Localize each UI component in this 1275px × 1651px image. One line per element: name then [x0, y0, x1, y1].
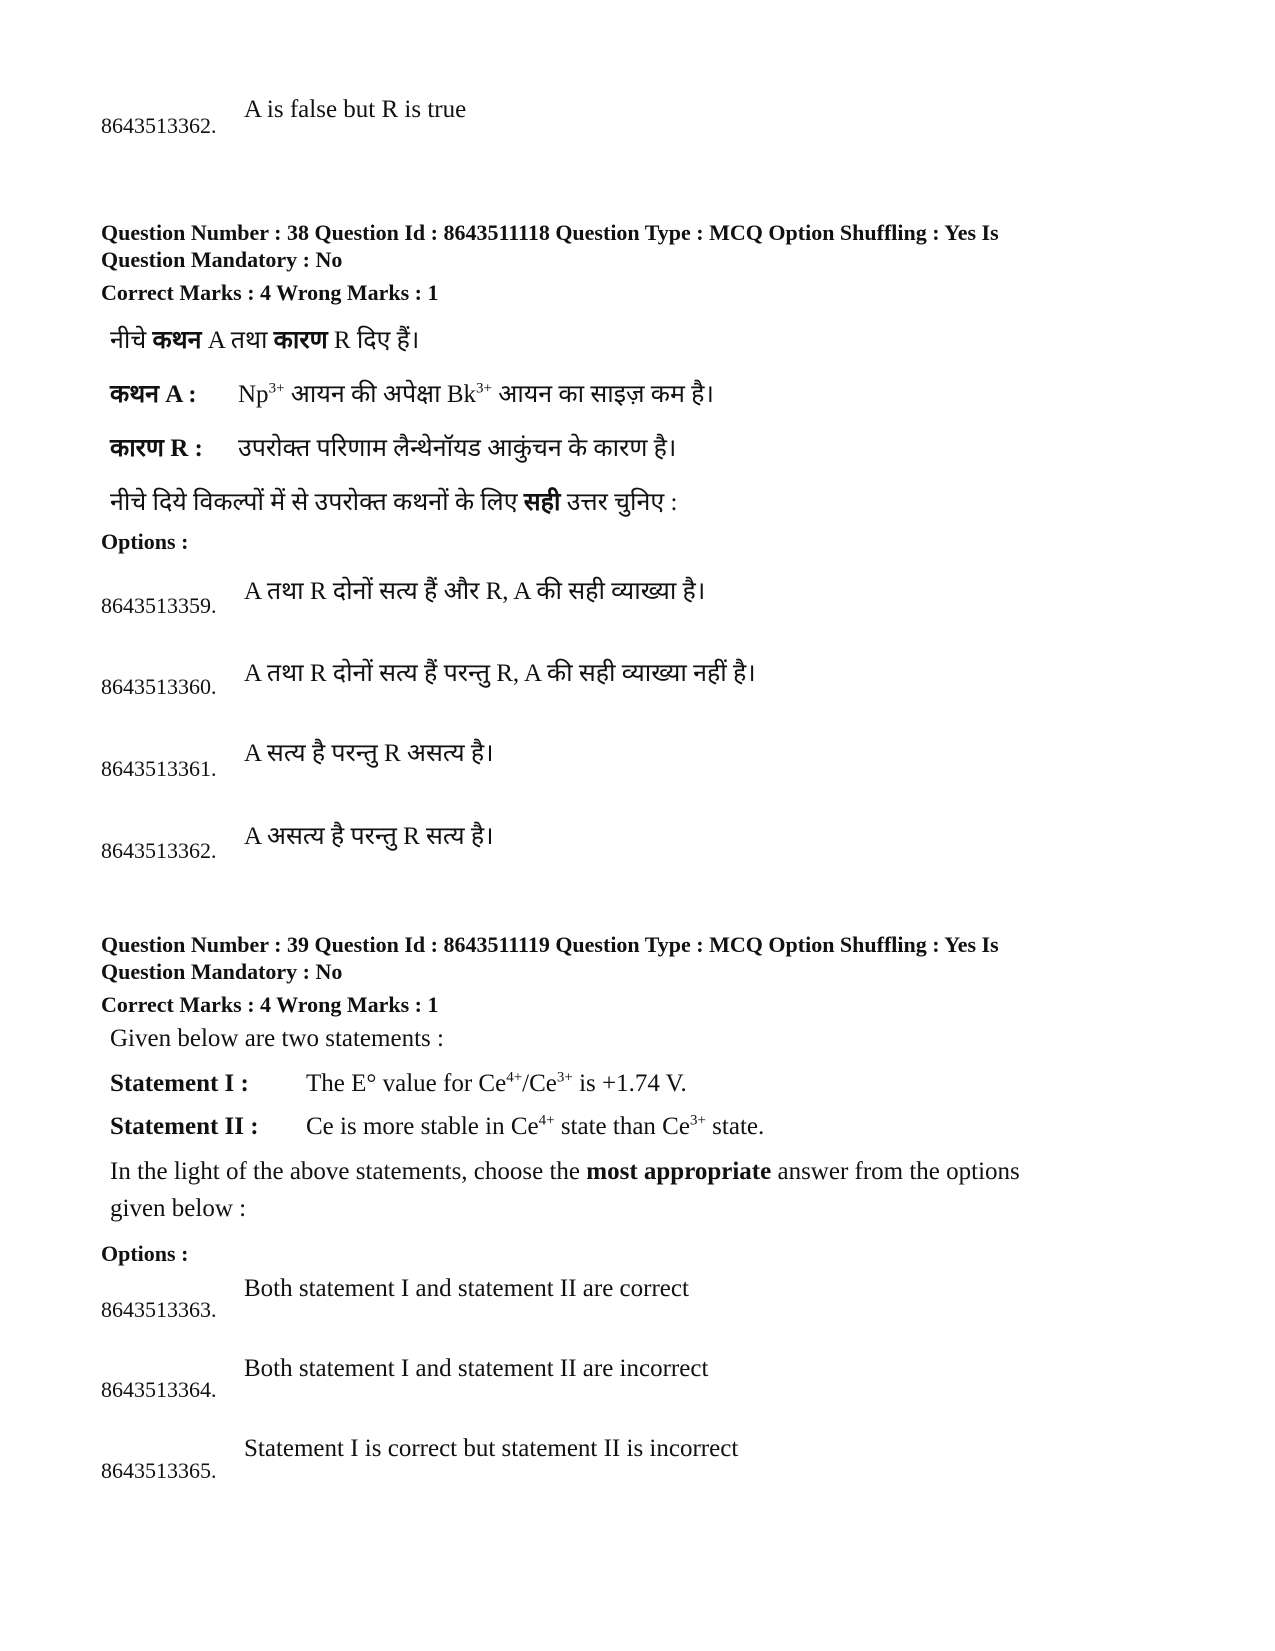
option-id: 8643513360.: [101, 674, 217, 699]
q38-options-label: Options :: [101, 529, 189, 554]
q39-options-label: Options :: [101, 1241, 189, 1266]
option-text: A तथा R दोनों सत्य हैं परन्तु R, A की सही व्याख्या नहीं है।: [244, 660, 756, 687]
reason-label: कारण R :: [110, 435, 203, 462]
q38-instruction: नीचे दिये विकल्पों में से उपरोक्त कथनों के लिए सही उत्तर चुनिए :: [110, 489, 678, 516]
q38-marks: Correct Marks : 4 Wrong Marks : 1: [101, 280, 439, 305]
option-text: A सत्य है परन्तु R असत्य है।: [244, 740, 494, 767]
option-id: 8643513359.: [101, 593, 217, 618]
q38-intro: नीचे कथन A तथा कारण R दिए हैं।: [110, 327, 420, 354]
q38-assertion: कथन A : $Np^{3+}$ आयन की अपेक्षा $Bk^{3+}$ आयन का साइज़ कम है।: [110, 376, 714, 410]
q39-instruction-line2: given below :: [110, 1195, 247, 1222]
option-id: 8643513363.: [101, 1297, 217, 1322]
option-text: A असत्य है परन्तु R सत्य है।: [244, 823, 494, 850]
q39-header-line2: Question Mandatory : No: [101, 959, 343, 984]
option-text: Both statement I and statement II are incorrect: [244, 1355, 709, 1382]
option-id: 8643513361.: [101, 756, 217, 781]
option-id: 8643513364.: [101, 1377, 217, 1402]
option-text: Both statement I and statement II are correct: [244, 1275, 689, 1302]
option-id: 8643513365.: [101, 1458, 217, 1483]
q39-header-line1: Question Number : 39 Question Id : 8643511119 Question Type : MCQ Option Shuffling : Yes Is: [101, 932, 999, 957]
q38-reason: कारण R : उपरोक्त परिणाम लैन्थेनॉयड आकुंचन के कारण है।: [110, 430, 676, 464]
q38-header-line1: Question Number : 38 Question Id : 8643511118 Question Type : MCQ Option Shuffling : Yes Is: [101, 220, 999, 245]
q39-marks: Correct Marks : 4 Wrong Marks : 1: [101, 992, 439, 1017]
q39-statement2: Statement II : Ce is more stable in $Ce^{4+}$ state than $Ce^{3+}$ state.: [110, 1112, 765, 1140]
option-text: A is false but R is true: [244, 96, 467, 123]
q38-header-line2: Question Mandatory : No: [101, 247, 343, 272]
option-text: Statement I is correct but statement II is incorrect: [244, 1435, 739, 1462]
option-id: 8643513362.: [101, 838, 217, 863]
option-id: 8643513362.: [101, 113, 217, 138]
statement1-label: Statement I :: [110, 1070, 249, 1097]
q39-intro: Given below are two statements :: [110, 1025, 444, 1052]
assertion-label: कथन A :: [110, 381, 197, 408]
q39-instruction: In the light of the above statements, choose the most appropriate answer from the options: [110, 1158, 1020, 1185]
option-text: A तथा R दोनों सत्य हैं और R, A की सही व्याख्या है।: [244, 578, 706, 605]
statement2-label: Statement II :: [110, 1113, 259, 1140]
q39-statement1: Statement I : The E° value for $Ce^{4+}/Ce^{3+}$ is +1.74 V.: [110, 1069, 687, 1097]
